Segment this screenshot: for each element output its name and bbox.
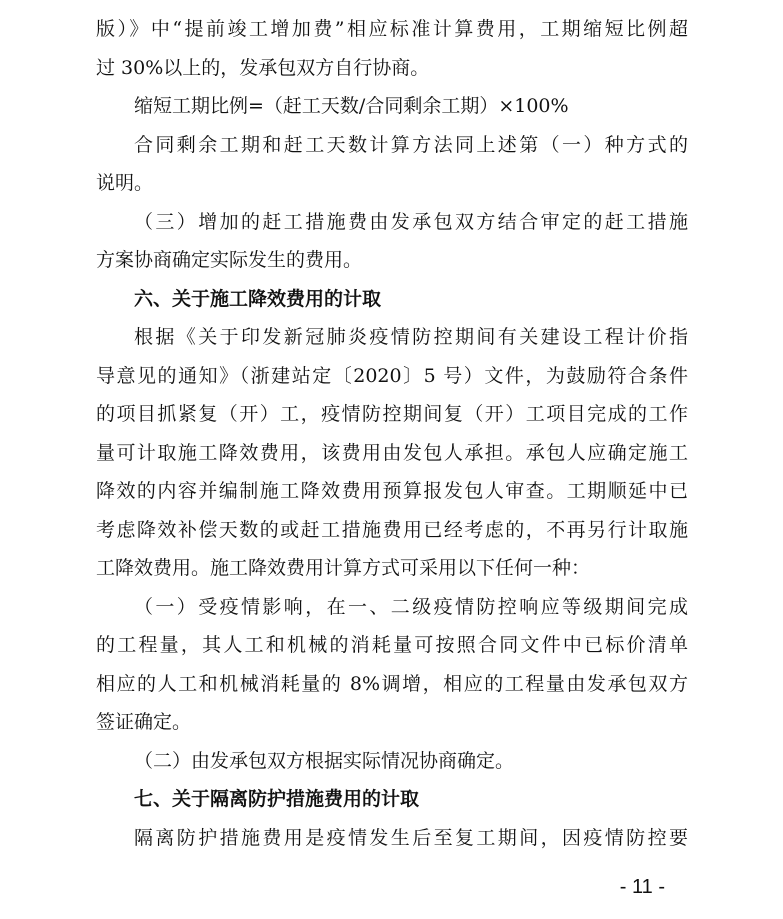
text-line: 隔离防护措施费用是疫情发生后至复工期间，因疫情防控要 — [134, 826, 688, 849]
document-body — [96, 10, 688, 857]
text-line: 考虑降效补偿天数的或赶工措施费用已经考虑的，不再另行计取施 — [96, 518, 688, 541]
text-line: 方案协商确定实际发生的费用。 — [96, 249, 363, 271]
text-line: （二）由发承包双方根据实际情况协商确定。 — [134, 749, 515, 772]
text-line: 导意见的通知》（浙建站定〔2020〕5 号）文件，为鼓励符合条件 — [96, 364, 688, 387]
text-line: 合同剩余工期和赶工天数计算方法同上述第（一）种方式的 — [134, 133, 688, 156]
text-line: （一）受疫情影响，在一、二级疫情防控响应等级期间完成 — [134, 595, 688, 618]
formula-line: 缩短工期比例=（赶工天数/合同剩余工期）×100% — [134, 95, 569, 117]
text-line: 的项目抓紧复（开）工，疫情防控期间复（开）工项目完成的工作 — [96, 403, 688, 425]
section-heading: 七、关于隔离防护措施费用的计取 — [134, 788, 420, 810]
text-line: 的工程量，其人工和机械的消耗量可按照合同文件中已标价清单 — [96, 634, 688, 656]
text-line: 根据《关于印发新冠肺炎疫情防控期间有关建设工程计价指 — [134, 326, 688, 348]
text-line: 降效的内容并编制施工降效费用预算报发包人审查。工期顺延中已 — [96, 480, 688, 502]
page-number: - 11 - — [619, 876, 665, 898]
text-line: 签证确定。 — [96, 711, 192, 733]
text-line: 相应的人工和机械消耗量的 8%调增，相应的工程量由发承包双方 — [96, 672, 688, 695]
text-line: 量可计取施工降效费用，该费用由发包人承担。承包人应确定施工 — [96, 441, 688, 464]
text-line: （三）增加的赶工措施费由发承包双方结合审定的赶工措施 — [134, 210, 688, 233]
section-heading: 六、关于施工降效费用的计取 — [134, 287, 382, 310]
text-line: 版）》中“提前竣工增加费”相应标准计算费用，工期缩短比例超 — [96, 18, 688, 40]
text-line: 过 30%以上的，发承包双方自行协商。 — [96, 56, 430, 79]
text-line: 说明。 — [96, 172, 154, 194]
text-line: 工降效费用。施工降效费用计算方式可采用以下任何一种： — [96, 557, 591, 579]
